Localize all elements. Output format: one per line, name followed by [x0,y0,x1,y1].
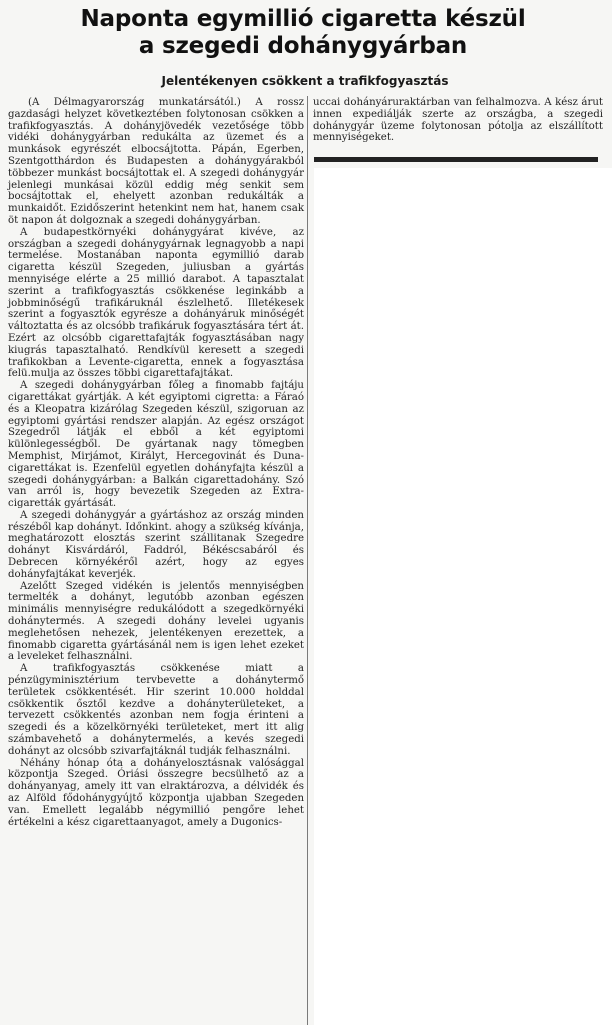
paragraph: Azelőtt Szeged vidékén is jelentős mennyiségben termelték a dohányt, legutóbb azonban egészen minimális mennyiségre redukálódott a szegedkörnyéki dohánytermés. A szegedi dohány levelei ugyanis meglehetősen nehezek, jelentékenyen erezettek, a finomabb cigaretta gyártásánál nem is igen lehet ezeket a leveleket felhasználni. [8,580,304,663]
paragraph: A szegedi dohánygyár a gyártáshoz az ország minden részéből kap dohányt. Időnkint. ahogy a szükség kívánja, meghatározott elosztás szerint szállitanak Szegedre dohányt Kisvárdáról, Faddról, Békéscsabáról és Debrecen környékéről azért, hogy az egyes dohányfajtákat keverjék. [8,509,304,580]
blank-page-area [314,168,612,1025]
paragraph: Néhány hónap óta a dohányelosztásnak valósággal központja Szeged. Óriási összegre becsülhető az a dohányanyag, amely itt van elraktározva, a délvidék és az Alföld fődohánygyújtő központja ujabban Szegeden van. Emellett legalább négymillió pengőre lehet értékelni a kész cigarettaanyagot, amely a Dugonics- [8,757,304,828]
article-headline [8,6,598,60]
article-column-right [313,97,603,144]
paragraph: A szegedi dohánygyárban főleg a finomabb fajtáju cigarettákat gyártják. A két egyiptomi cigretta: a Fáraó és a Kleopatra kizárólag Szegeden készül, szigoruan az egyiptomi gyártási rendszer alapján. Az egész országot Szegedről látják el ebből a két egyiptomi különlegességből. De gyártanak nagy tömegben Memphist, Mirjámot, Királyt, Hercegovinát és Duna-cigarettákat is. Ezenfelül egyetlen dohányfajta készül a szegedi dohánygyárban: a Balkán cigarettadohány. Szó van arról is, hogy bevezetik Szegeden az Extra-cigaretták gyártását. [8,380,304,510]
headline-line-2: a szegedi dohánygyárban [138,33,468,59]
article-column-left [8,97,304,828]
article-subhead: Jelentékenyen csökkent a trafikfogyasztás [161,74,449,88]
paragraph: A trafikfogyasztás csökkenése miatt a pénzügyminisztérium tervbevette a dohánytermő területek csökkentését. Hir szerint 10.000 holddal csökkentik ősztől kezdve a dohányterületeket, a tervezett csökkentés azonban nem fogja érinteni a szegedi és a közelkörnyéki területeket, mert itt alig számbavehető a dohánytermelés, a kevés szegedi dohányt az olcsóbb szivarfajtáknál tudják felhasználni. [8,663,304,757]
paragraph: (A Délmagyarország munkatársától.) A rossz gazdasági helyzet következtében folytonosan csökken a trafikfogyasztás. A dohányjövedék vezetősége több vidéki dohánygyárban redukálta az üzemet és a munkások egyrészét elbocsájtotta. Pápán, Egerben, Szentgotthárdon és Budapesten a dohánygyárakból többezer munkást bocsájtottak el. A szegedi dohánygyár jelenlegi munkásai közül eddig még senkit sem bocsájtottak el, ehelyett azonban redukálták a munkaidőt. Ezidőszerint hetenkint nem hat, hanem csak öt napon át dolgoznak a szegedi dohánygyárban. [8,97,304,226]
column-divider [307,96,308,1025]
headline-line-1: Naponta egymillió cigaretta készül [80,6,526,32]
article-end-rule [314,157,598,162]
paragraph: A budapestkörnyéki dohánygyárat kivéve, az országban a szegedi dohánygyárnak legnagyobb a napi termelése. Mostanában naponta egymillió darab cigaretta készül Szegeden, juliusban a gyártás mennyisége elérte a 25 millió darabot. A tapasztalat szerint a trafikfogyasztás csökkenése leginkább a jobbminőségű trafikáruknál észlelhető. Illetékesek szerint a fogyasztók egyrésze a dohányáruk minőségét változtatta és az olcsóbb trafikáruk fogyasztására tért át. Ezért az olcsóbb cigarettafajták fogyasztásában nagy kiugrás tapasztalható. Rendkívül keresett a szegedi trafikokban a Levente-cigaretta, ennek a fogyasztása felü.mulja az összes többi cigarettafajtákat. [8,226,304,380]
paragraph: uccai dohányáruraktárban van felhalmozva. A kész árut innen expediálják szerte az országba, a szegedi dohánygyár üzeme folytonosan pótolja az elszállított mennyiségeket. [313,97,603,144]
